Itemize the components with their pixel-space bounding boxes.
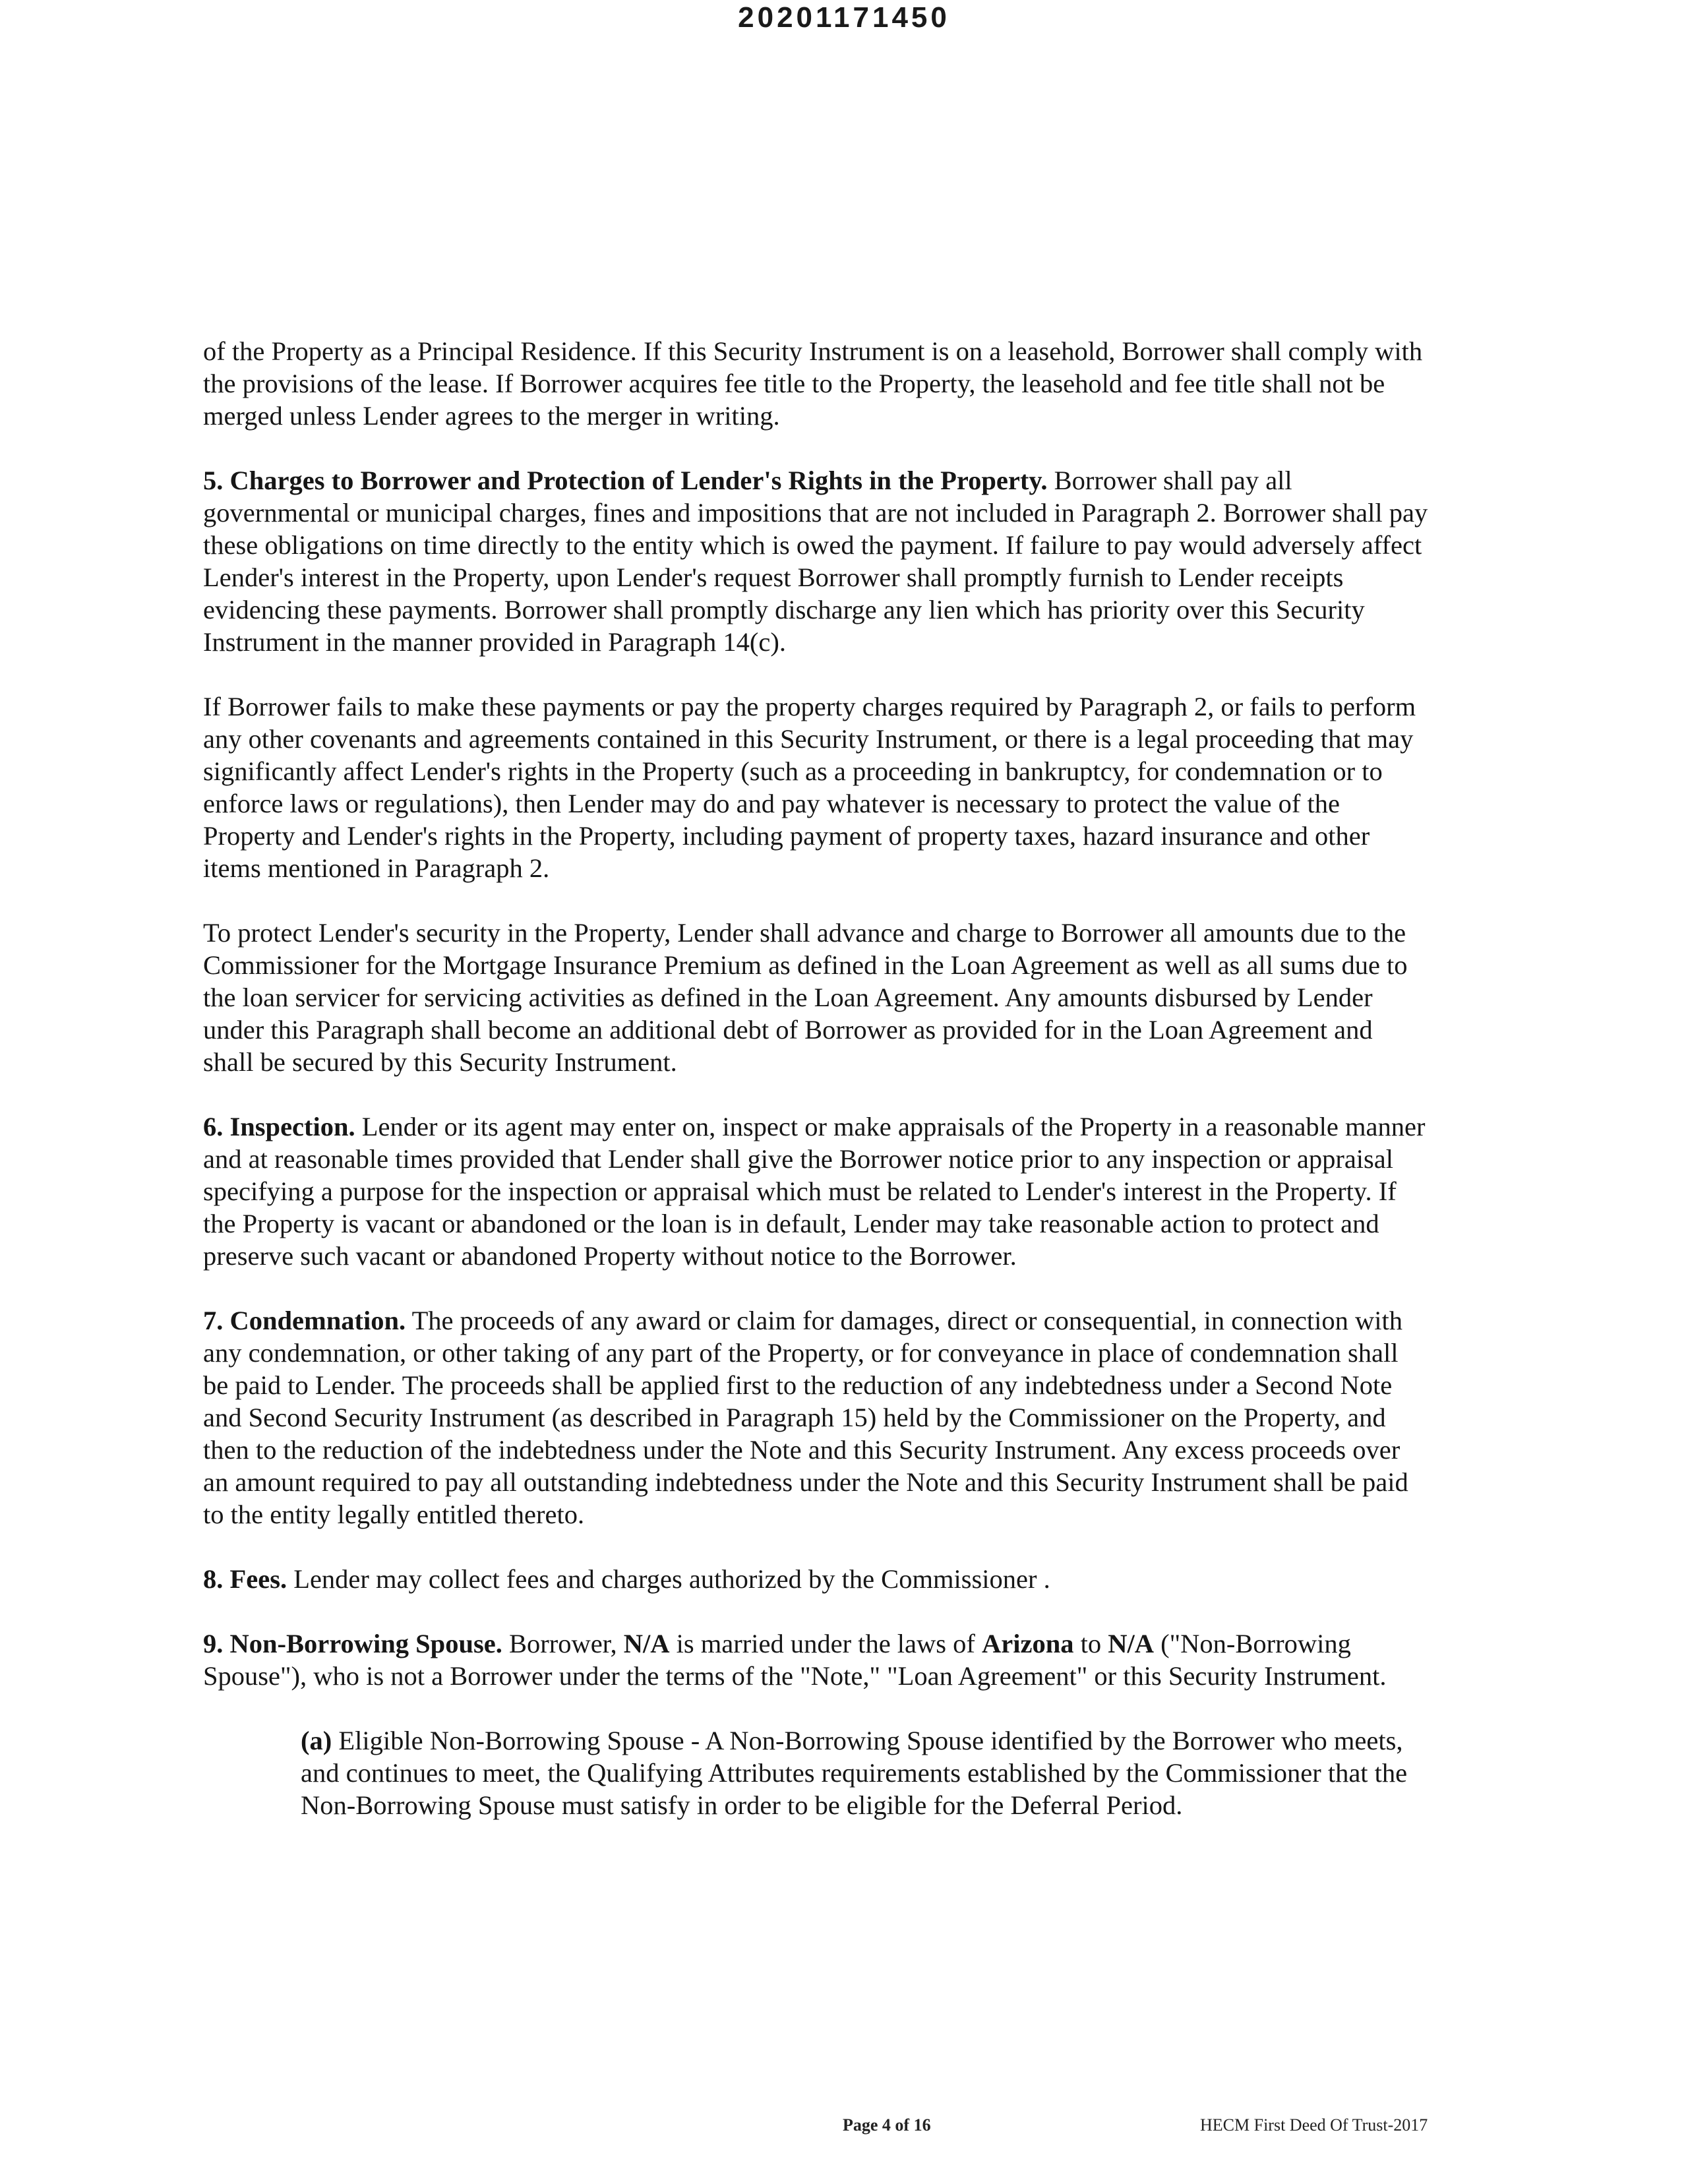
- paragraph-text: is married under the laws of: [669, 1629, 982, 1658]
- paragraph-principal-residence: [203, 335, 1430, 432]
- paragraph-heading: 6. Inspection.: [203, 1112, 355, 1141]
- paragraph-text: Borrower shall pay all governmental or municipal charges, fines and impositions that are not included in Paragraph 2. Borrower shall pay these obligations on time directly to the entity which is owed the payment. If failure to pay would adversely affect Lender's interest in the Property, upon Lender's request Borrower shall promptly furnish to Lender receipts evidencing these payments. Borrower shall promptly discharge any lien which has priority over this Security Instrument in the manner provided in Paragraph 14(c).: [203, 466, 1428, 657]
- paragraph-heading: 7. Condemnation.: [203, 1306, 406, 1335]
- paragraph-text: To protect Lender's security in the Property, Lender shall advance and charge to Borrower all amounts due to the Commissioner for the Mortgage Insurance Premium as defined in the Loan Agreement as well as all sums due to the loan servicer for servicing activities as defined in the Loan Agreement. Any amounts disbursed by Lender under this Paragraph shall become an additional debt of Borrower as provided for in the Loan Agreement and shall be secured by this Security Instrument.: [203, 918, 1408, 1077]
- paragraph-8-fees: [203, 1563, 1430, 1595]
- document-body: [203, 335, 1430, 1854]
- spouse-name-field: N/A: [1108, 1629, 1155, 1658]
- paragraph-5-charges: [203, 464, 1430, 658]
- paragraph-5-lender-security: [203, 917, 1430, 1078]
- sub-item-label: (a): [301, 1726, 332, 1755]
- paragraph-text: to: [1073, 1629, 1108, 1658]
- paragraph-6-inspection: [203, 1110, 1430, 1272]
- paragraph-text: ("Non-Borrowing Spouse"), who is not a Borrower under the terms of the "Note," "Loan Agreement" or this Security Instrument.: [203, 1629, 1387, 1691]
- paragraph-9a-eligible-spouse: [301, 1724, 1422, 1821]
- paragraph-heading: 9. Non-Borrowing Spouse.: [203, 1629, 502, 1658]
- page-number: Page 4 of 16: [843, 2115, 931, 2135]
- paragraph-text: If Borrower fails to make these payments or pay the property charges required by Paragraph 2, or fails to perform any other covenants and agreements contained in this Security Instrument, or there is a legal proceeding that may significantly affect Lender's rights in the Property (such as a proceeding in bankruptcy, for condemnation or to enforce laws or regulations), then Lender may do and pay whatever is necessary to protect the value of the Property and Lender's rights in the Property, including payment of property taxes, hazard insurance and other items mentioned in Paragraph 2.: [203, 692, 1416, 883]
- paragraph-text: Eligible Non-Borrowing Spouse - A Non-Borrowing Spouse identified by the Borrower who meets, and continues to meet, the Qualifying Attributes requirements established by the Commissioner that the Non-Borrowing Spouse must satisfy in order to be eligible for the Deferral Period.: [301, 1726, 1408, 1820]
- paragraph-7-condemnation: [203, 1304, 1430, 1531]
- state-field: Arizona: [982, 1629, 1074, 1658]
- form-name: HECM First Deed Of Trust-2017: [1200, 2115, 1428, 2135]
- recording-number: 20201171450: [738, 1, 950, 34]
- paragraph-5-failure-to-pay: [203, 690, 1430, 884]
- paragraph-text: Borrower,: [502, 1629, 624, 1658]
- paragraph-text: of the Property as a Principal Residence. If this Security Instrument is on a leasehold, Borrower shall comply with the provisions of the lease. If Borrower acquires fee title to the Property, the leasehold and fee title shall not be merged unless Lender agrees to the merger in writing.: [203, 336, 1423, 431]
- paragraph-text: The proceeds of any award or claim for damages, direct or consequential, in connection with any condemnation, or other taking of any part of the Property, or for conveyance in place of condemnation shall be paid to Lender. The proceeds shall be applied first to the reduction of any indebtedness under a Second Note and Second Security Instrument (as described in Paragraph 15) held by the Commissioner on the Property, and then to the reduction of the indebtedness under the Note and this Security Instrument. Any excess proceeds over an amount required to pay all outstanding indebtedness under the Note and this Security Instrument shall be paid to the entity legally entitled thereto.: [203, 1306, 1408, 1529]
- paragraph-heading: 8. Fees.: [203, 1564, 287, 1594]
- paragraph-heading: 5. Charges to Borrower and Protection of Lender's Rights in the Property.: [203, 466, 1048, 495]
- borrower-name-field: N/A: [623, 1629, 670, 1658]
- paragraph-text: Lender or its agent may enter on, inspect or make appraisals of the Property in a reasonable manner and at reasonable times provided that Lender shall give the Borrower notice prior to any inspection or appraisal specifying a purpose for the inspection or appraisal which must be related to Lender's interest in the Property. If the Property is vacant or abandoned or the loan is in default, Lender may take reasonable action to protect and preserve such vacant or abandoned Property without notice to the Borrower.: [203, 1112, 1426, 1271]
- paragraph-9-non-borrowing-spouse: [203, 1627, 1430, 1692]
- paragraph-text: Lender may collect fees and charges authorized by the Commissioner .: [287, 1564, 1050, 1594]
